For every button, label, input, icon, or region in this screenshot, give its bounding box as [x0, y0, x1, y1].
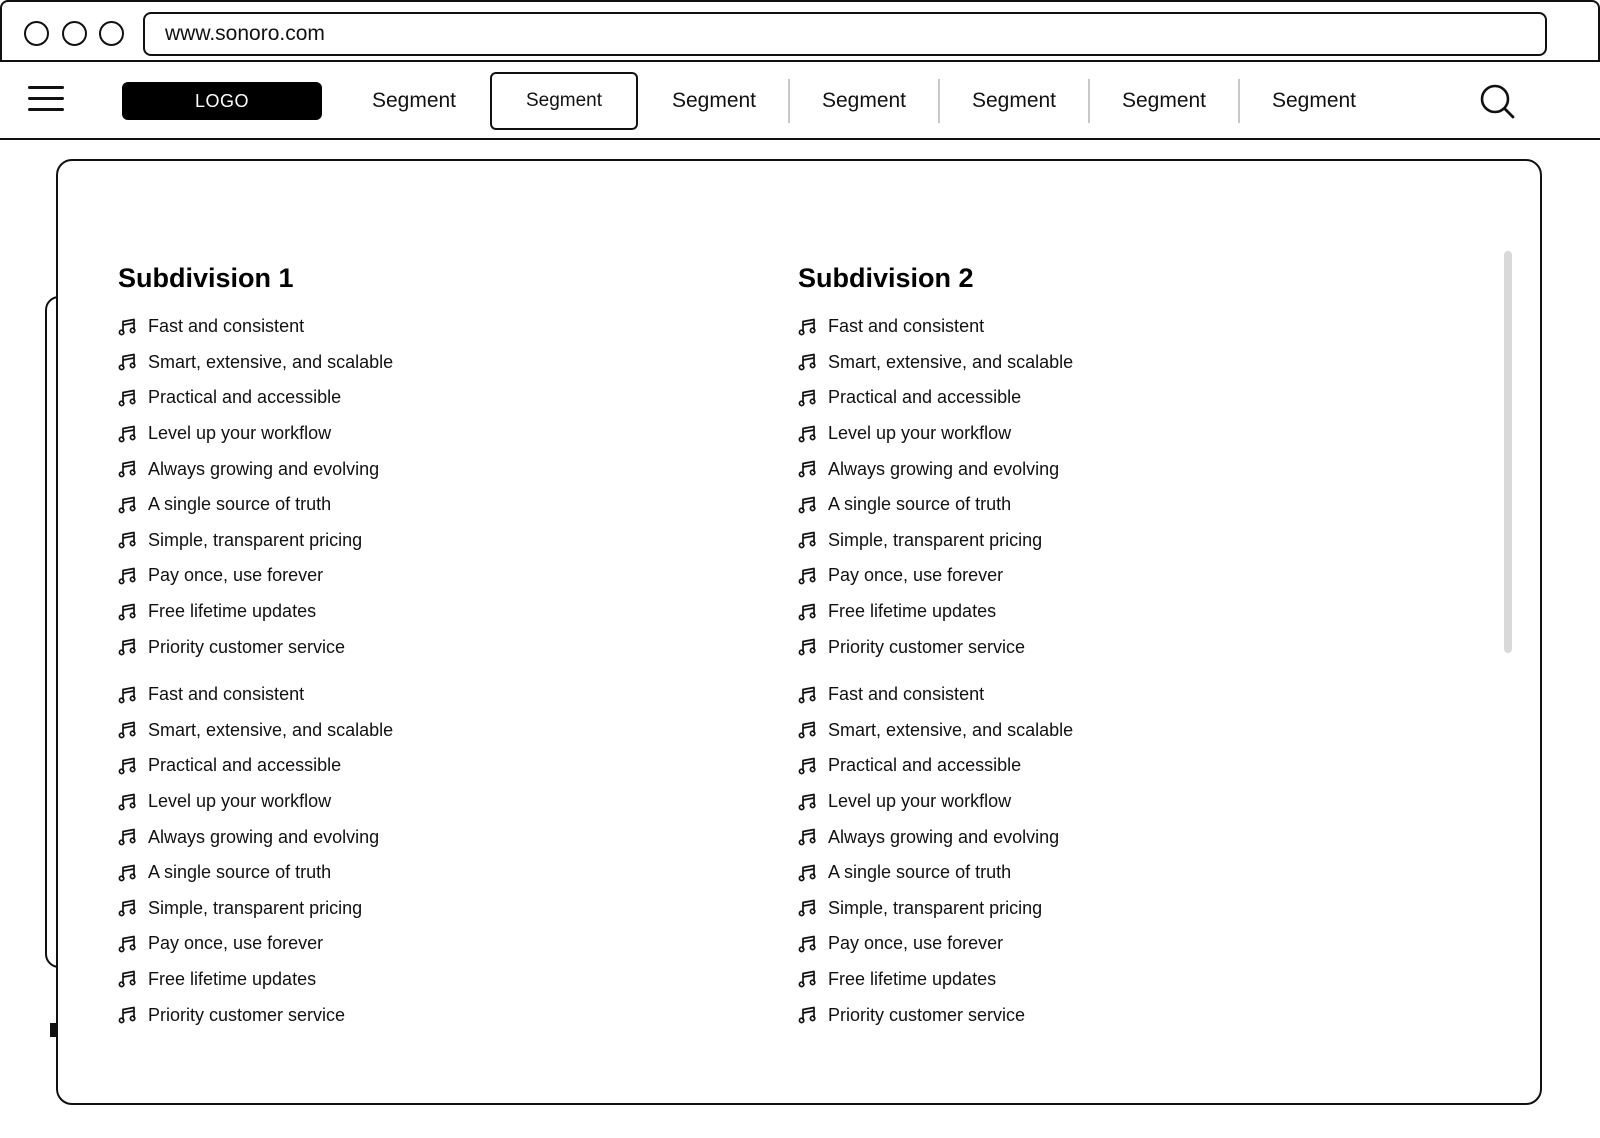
- music-note-icon: [118, 495, 148, 515]
- menu-list-item[interactable]: [798, 713, 1073, 749]
- menu-item-label: A single source of truth: [828, 494, 1012, 515]
- menu-item-label: Simple, transparent pricing: [828, 529, 1043, 550]
- menu-list-item[interactable]: [798, 416, 1073, 452]
- menu-item-label: Priority customer service: [828, 1004, 1026, 1025]
- music-note-icon: [118, 863, 148, 883]
- music-note-icon: [798, 637, 828, 657]
- menu-list-item[interactable]: [798, 891, 1073, 927]
- menu-list-item[interactable]: [118, 784, 393, 820]
- subdivision-title: Subdivision 2: [798, 263, 974, 293]
- subdivision-list: [118, 309, 393, 665]
- menu-list-item[interactable]: [118, 594, 393, 630]
- music-note-icon: [118, 459, 148, 479]
- menu-item-label: Simple, transparent pricing: [148, 897, 363, 918]
- menu-list-item[interactable]: [118, 345, 393, 381]
- menu-list-item[interactable]: [118, 891, 393, 927]
- music-note-icon: [798, 317, 828, 337]
- music-note-icon: [798, 898, 828, 918]
- menu-item-label: Always growing and evolving: [148, 458, 380, 479]
- music-note-icon: [118, 530, 148, 550]
- menu-list-item[interactable]: [118, 487, 393, 523]
- menu-item-label: Priority customer service: [148, 1004, 346, 1025]
- menu-list-item[interactable]: [118, 748, 393, 784]
- menu-list-item[interactable]: [118, 416, 393, 452]
- music-note-icon: [118, 1005, 148, 1025]
- menu-list-item[interactable]: [798, 677, 1073, 713]
- music-note-icon: [798, 792, 828, 812]
- menu-item-label: Practical and accessible: [148, 387, 342, 408]
- music-note-icon: [118, 388, 148, 408]
- menu-list-item[interactable]: [118, 380, 393, 416]
- music-note-icon: [118, 424, 148, 444]
- subdivision-column-1: [118, 261, 393, 1033]
- music-note-icon: [798, 352, 828, 372]
- menu-list-item[interactable]: [798, 558, 1073, 594]
- menu-item-label: Free lifetime updates: [828, 968, 997, 989]
- segment-label: Segment: [1121, 89, 1207, 112]
- menu-item-label: Always growing and evolving: [828, 826, 1060, 847]
- music-note-icon: [118, 602, 148, 622]
- address-bar[interactable]: [143, 12, 1547, 56]
- music-note-icon: [118, 317, 148, 337]
- subdivision-list: [798, 309, 1073, 665]
- menu-list-item[interactable]: [798, 380, 1073, 416]
- menu-list-item[interactable]: [798, 629, 1073, 665]
- segment-tab-3[interactable]: [640, 72, 788, 130]
- segment-label: Segment: [1271, 89, 1357, 112]
- logo[interactable]: [122, 82, 322, 120]
- menu-list-item[interactable]: [118, 451, 393, 487]
- segment-tab-1[interactable]: [340, 72, 488, 130]
- subdivision-title: Subdivision 1: [118, 263, 294, 293]
- menu-item-label: Pay once, use forever: [828, 933, 1004, 954]
- segment-tab-4[interactable]: [790, 72, 938, 130]
- menu-list-item[interactable]: [798, 523, 1073, 559]
- menu-item-label: Simple, transparent pricing: [828, 897, 1043, 918]
- menu-item-label: Free lifetime updates: [148, 601, 317, 622]
- music-note-icon: [798, 1005, 828, 1025]
- music-note-icon: [798, 388, 828, 408]
- music-note-icon: [798, 602, 828, 622]
- music-note-icon: [118, 685, 148, 705]
- music-note-icon: [118, 756, 148, 776]
- menu-list-item[interactable]: [798, 819, 1073, 855]
- menu-item-label: Level up your workflow: [828, 423, 1012, 444]
- window-minimize-dot[interactable]: [62, 21, 87, 46]
- menu-list-item[interactable]: [798, 451, 1073, 487]
- scrollbar-thumb[interactable]: [1504, 251, 1512, 653]
- menu-item-label: A single source of truth: [148, 862, 332, 883]
- menu-list-item[interactable]: [118, 926, 393, 962]
- menu-item-label: Fast and consistent: [148, 316, 305, 337]
- menu-item-label: Fast and consistent: [148, 684, 305, 705]
- menu-list-item[interactable]: [118, 855, 393, 891]
- menu-list-item[interactable]: [798, 594, 1073, 630]
- menu-list-item[interactable]: [798, 962, 1073, 998]
- menu-item-label: Level up your workflow: [148, 423, 332, 444]
- menu-item-label: Pay once, use forever: [148, 565, 324, 586]
- menu-item-label: Always growing and evolving: [828, 458, 1060, 479]
- menu-item-label: Practical and accessible: [148, 755, 342, 776]
- menu-list-item[interactable]: [118, 523, 393, 559]
- menu-item-label: Priority customer service: [148, 636, 346, 657]
- menu-item-label: A single source of truth: [148, 494, 332, 515]
- menu-item-label: Simple, transparent pricing: [148, 529, 363, 550]
- music-note-icon: [118, 637, 148, 657]
- menu-list-item[interactable]: [798, 926, 1073, 962]
- music-note-icon: [798, 756, 828, 776]
- segment-label: Segment: [821, 89, 907, 112]
- music-note-icon: [798, 827, 828, 847]
- menu-list-item[interactable]: [798, 345, 1073, 381]
- menu-item-label: Smart, extensive, and scalable: [828, 351, 1074, 372]
- music-note-icon: [118, 352, 148, 372]
- menu-item-label: Level up your workflow: [828, 791, 1012, 812]
- segment-label: Segment: [525, 90, 603, 111]
- menu-item-label: Pay once, use forever: [828, 565, 1004, 586]
- music-note-icon: [118, 898, 148, 918]
- subdivision-list: [798, 677, 1073, 1033]
- menu-item-label: Level up your workflow: [148, 791, 332, 812]
- music-note-icon: [798, 685, 828, 705]
- music-note-icon: [798, 459, 828, 479]
- menu-list-item[interactable]: [798, 309, 1073, 345]
- menu-list-item[interactable]: [798, 748, 1073, 784]
- music-note-icon: [118, 720, 148, 740]
- menu-list-item[interactable]: [118, 309, 393, 345]
- address-bar-url: www.sonoro.com: [165, 22, 325, 45]
- menu-item-label: Smart, extensive, and scalable: [148, 351, 394, 372]
- menu-list-item[interactable]: [118, 558, 393, 594]
- menu-item-label: Fast and consistent: [828, 316, 985, 337]
- menu-item-label: Pay once, use forever: [148, 933, 324, 954]
- menu-item-label: Priority customer service: [828, 636, 1026, 657]
- music-note-icon: [118, 827, 148, 847]
- menu-item-label: Fast and consistent: [828, 684, 985, 705]
- menu-list-item[interactable]: [798, 487, 1073, 523]
- menu-item-label: Always growing and evolving: [148, 826, 380, 847]
- music-note-icon: [798, 424, 828, 444]
- segment-tab-2-active[interactable]: [490, 72, 638, 130]
- segment-tabs: [340, 72, 1388, 130]
- menu-list-item[interactable]: [118, 962, 393, 998]
- window-close-dot[interactable]: [24, 21, 49, 46]
- segment-tab-6[interactable]: [1090, 72, 1238, 130]
- menu-item-label: Practical and accessible: [828, 387, 1022, 408]
- music-note-icon: [798, 969, 828, 989]
- segment-tab-7[interactable]: [1240, 72, 1388, 130]
- music-note-icon: [798, 530, 828, 550]
- menu-list-item[interactable]: [118, 629, 393, 665]
- window-maximize-dot[interactable]: [99, 21, 124, 46]
- menu-list-item[interactable]: [118, 997, 393, 1033]
- subdivision-column-2: [798, 261, 1073, 1033]
- music-note-icon: [118, 969, 148, 989]
- segment-tab-5[interactable]: [940, 72, 1088, 130]
- menu-item-label: Free lifetime updates: [148, 968, 317, 989]
- music-note-icon: [118, 934, 148, 954]
- search-icon[interactable]: [1478, 82, 1518, 122]
- subdivision-list: [118, 677, 393, 1033]
- hamburger-menu-icon[interactable]: [28, 84, 64, 114]
- menu-item-label: Smart, extensive, and scalable: [148, 719, 394, 740]
- music-note-icon: [798, 495, 828, 515]
- logo-text: LOGO: [194, 90, 249, 111]
- menu-list-item[interactable]: [798, 855, 1073, 891]
- menu-item-label: Practical and accessible: [828, 755, 1022, 776]
- menu-list-item[interactable]: [118, 819, 393, 855]
- music-note-icon: [798, 720, 828, 740]
- menu-list-item[interactable]: [118, 713, 393, 749]
- segment-label: Segment: [671, 89, 757, 112]
- menu-item-label: Free lifetime updates: [828, 601, 997, 622]
- music-note-icon: [798, 566, 828, 586]
- menu-list-item[interactable]: [118, 677, 393, 713]
- music-note-icon: [798, 863, 828, 883]
- music-note-icon: [118, 792, 148, 812]
- segment-label: Segment: [971, 89, 1057, 112]
- music-note-icon: [118, 566, 148, 586]
- menu-list-item[interactable]: [798, 997, 1073, 1033]
- dropdown-panel: [56, 159, 1542, 1105]
- menu-list-item[interactable]: [798, 784, 1073, 820]
- menu-item-label: Smart, extensive, and scalable: [828, 719, 1074, 740]
- browser-window-bar: [0, 0, 1600, 62]
- segment-label: Segment: [371, 89, 457, 112]
- top-navigation: [0, 62, 1600, 140]
- music-note-icon: [798, 934, 828, 954]
- menu-item-label: A single source of truth: [828, 862, 1012, 883]
